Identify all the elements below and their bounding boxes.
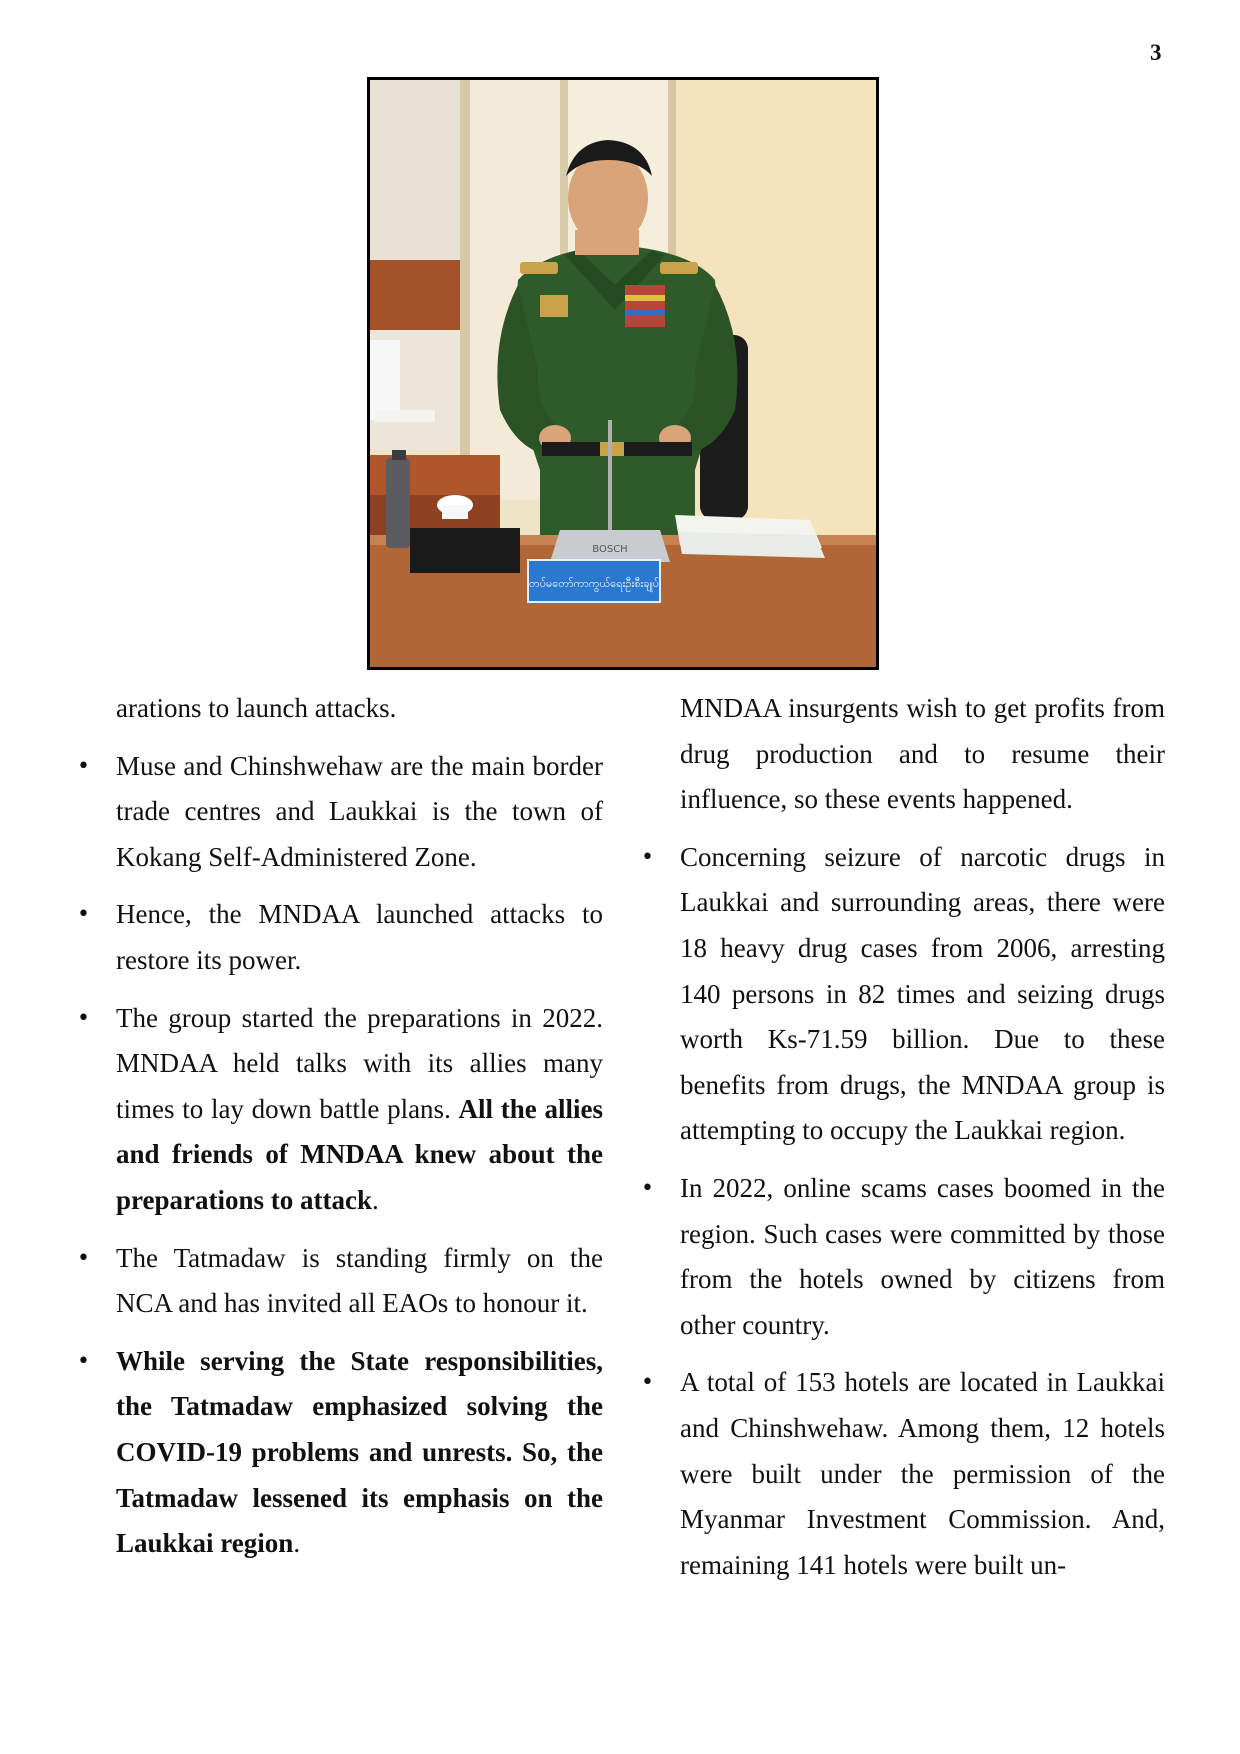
list-item-text: Concerning seizure of narcotic drugs in Laukkai and surrounding areas, there were 18 heavy drug cases from 2006, arresting 140 persons in 82 times and seizing drugs worth Ks-71.59 billion. Due to these benefits from drugs, the MNDAA group is attempting to occupy the Laukkai region. [680, 841, 1165, 1146]
list-item-text: In 2022, online scams cases boomed in the region. Such cases were committed by those from the hotels owned by citizens from other country. [680, 1172, 1165, 1340]
photo-illustration [370, 80, 876, 667]
list-item-text: Hence, the MNDAA launched attacks to restore its power. [116, 899, 603, 975]
list-item [116, 1236, 603, 1327]
right-column [680, 686, 1165, 1588]
list-item-tail: . [293, 1528, 301, 1559]
list-item [680, 835, 1165, 1154]
list-item-emphasis: All the allies and friends of MNDAA knew about the preparations to attack [116, 1093, 603, 1215]
left-bullet-list [116, 744, 603, 1567]
left-continuation: arations to launch attacks. [116, 693, 397, 723]
right-continuation: MNDAA insurgents wish to get profits from drug production and to resume their influence, so these events happened. [680, 693, 1165, 815]
list-item [116, 892, 603, 983]
nameplate-text: တပ်မတော်ကာကွယ်ရေးဦးစီးချုပ် [529, 577, 659, 590]
right-bullet-list [680, 835, 1165, 1589]
list-item-tail: . [372, 1184, 379, 1215]
list-item [680, 1166, 1165, 1348]
microphone-brand: BOSCH [592, 544, 628, 555]
list-item [116, 744, 603, 881]
photo [367, 77, 879, 670]
list-item-text: The Tatmadaw is standing firmly on the NCA and has invited all EAOs to honour it. [116, 1242, 603, 1319]
left-column [116, 686, 603, 1567]
list-item [680, 1360, 1165, 1588]
list-item [116, 1339, 603, 1567]
list-item-text: A total of 153 hotels are located in Laukkai and Chinshwehaw. Among them, 12 hotels were built under the permission of the Myanmar Investment Commission. And, remaining 141 hotels were built un- [680, 1367, 1165, 1580]
list-item-text: Muse and Chinshwehaw are the main border trade centres and Laukkai is the town of Kokang Self-Administered Zone. [116, 750, 603, 872]
list-item-text: The group started the preparations in 2022. MNDAA held talks with its allies many times to lay down battle plans. [116, 1002, 603, 1124]
page-number: 3 [1150, 40, 1162, 65]
list-item-emphasis: While serving the State responsibilities, the Tatmadaw emphasized solving the COVID-19 problems and unrests. So, the Tatmadaw lessened its emphasis on the Laukkai region [116, 1345, 603, 1559]
list-item [116, 996, 603, 1224]
